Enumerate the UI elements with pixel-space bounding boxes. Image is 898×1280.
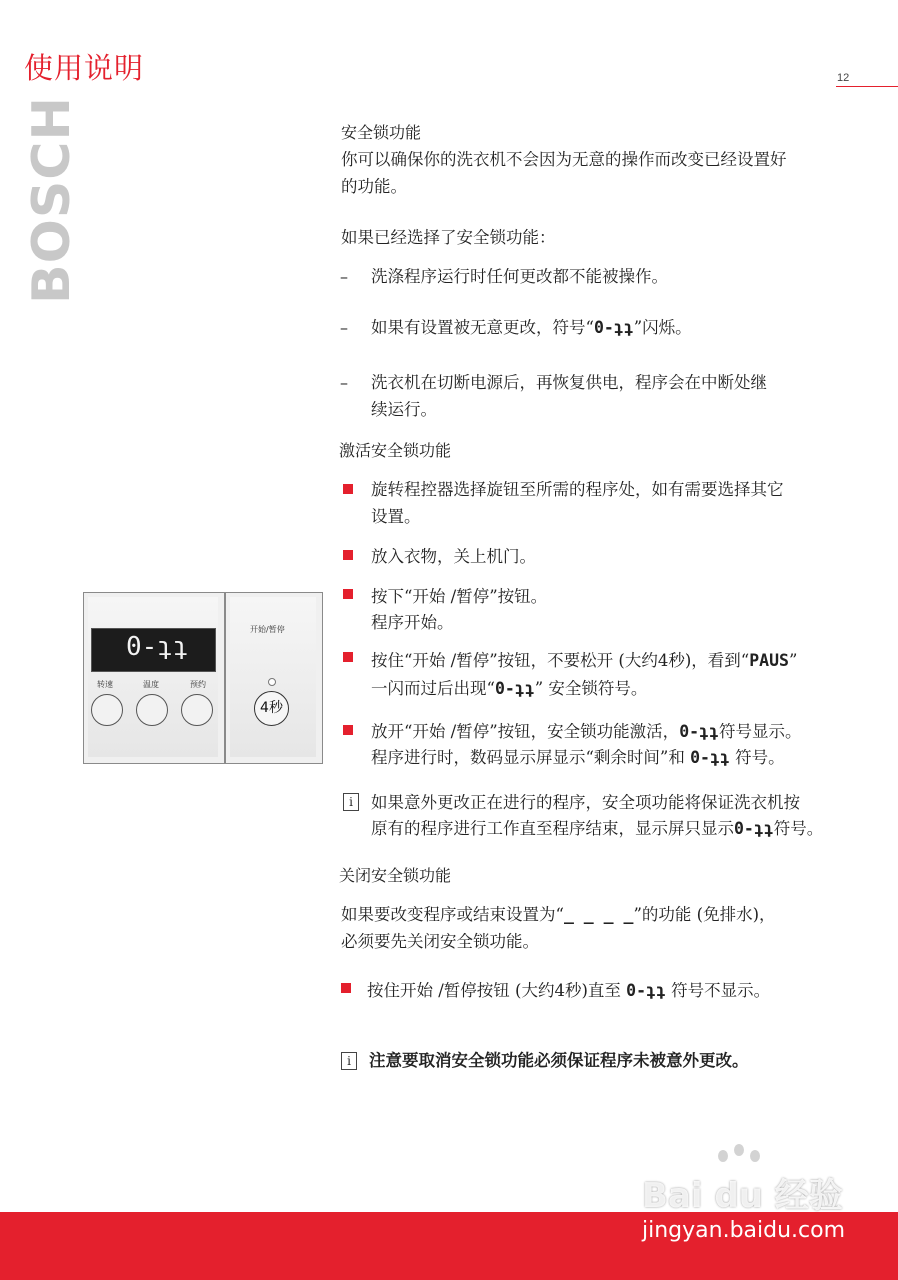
page-number: 12: [837, 72, 850, 84]
lock-symbol: 0-ʇʇ: [593, 318, 634, 337]
step-5-line-2-text-b: 符号。: [735, 748, 785, 767]
step-5-text-a: 放开“开始 /暂停”按钮，安全锁功能激活，: [371, 722, 680, 741]
step-3-line-2: 程序开始。: [371, 613, 454, 632]
delay-button[interactable]: [181, 694, 213, 726]
start-pause-label: 开始/暂停: [250, 625, 285, 634]
step-4-line-1: [371, 647, 797, 674]
if-selected-text: 如果已经选择了安全锁功能：: [341, 228, 556, 247]
page-title: 使用说明: [24, 51, 145, 85]
intro-line-2: 的功能。: [341, 177, 407, 196]
info-icon: i: [341, 1052, 357, 1070]
step-6-text-b: 符号不显示。: [671, 981, 771, 1000]
paw-icon: [750, 1150, 760, 1162]
activate-heading: 激活安全锁功能: [339, 441, 452, 460]
control-panel-left-face: [88, 597, 218, 757]
step-1-line-2: 设置。: [371, 507, 421, 526]
dash-item-3-line-2: 续运行。: [371, 400, 437, 419]
step-5-text-b: 符号显示。: [718, 722, 802, 741]
info-1-line-2-text-a: 原有的程序进行工作直至程序结束，显示屏只显示: [371, 819, 734, 838]
red-bullet-icon: [343, 550, 353, 560]
brand-logo: [22, 96, 82, 305]
info-icon: i: [343, 793, 359, 811]
dash-item-2-text-a: 如果有设置被无意更改，符号“: [371, 318, 594, 337]
step-4-line-2-text-b: ” 安全锁符号。: [534, 679, 648, 698]
dash-item-2-text-b: ”闪烁。: [633, 318, 692, 337]
lcd-display-text: 0-ʇʇ: [126, 632, 189, 662]
deactivate-line-1: [341, 901, 776, 928]
lock-symbol: 0-ʇʇ: [679, 722, 719, 741]
start-pause-button[interactable]: 4秒: [254, 691, 289, 726]
step-3-line-1: 按下“开始 /暂停”按钮。: [371, 587, 548, 606]
intro-line-1: 你可以确保你的洗衣机不会因为无意的操作而改变已经设置好: [341, 150, 787, 169]
watermark-url: jingyan.baidu.com: [642, 1218, 846, 1243]
status-led-icon: [268, 678, 276, 686]
red-bullet-icon: [341, 983, 351, 993]
lock-symbol: 0-ʇʇ: [626, 981, 666, 1000]
lock-symbol: 0-ʇʇ: [494, 679, 535, 698]
step-2: 放入衣物，关上机门。: [371, 547, 536, 566]
dash-item-2: [371, 314, 692, 341]
control-panel-right-face: [230, 597, 316, 757]
dash-bullet-3: –: [340, 373, 348, 392]
info-1-line-2-text-b: 符号。: [773, 819, 824, 838]
dash-item-3-line-1: 洗衣机在切断电源后，再恢复供电，程序会在中断处继: [371, 373, 767, 392]
step-4-line-2: [371, 675, 647, 702]
deactivate-heading: 关闭安全锁功能: [339, 866, 452, 885]
deactivate-line-2: 必须要先关闭安全锁功能。: [341, 932, 539, 951]
step-1-line-1: 旋转程控器选择旋钮至所需的程序处，如有需要选择其它: [371, 480, 784, 499]
step-5-line-2-text-a: 程序进行时，数码显示屏显示“剩余时间”和: [371, 748, 685, 767]
temperature-button[interactable]: [136, 694, 168, 726]
step-5-line-1: [371, 718, 801, 745]
step-4-line-2-text-a: 一闪而过后出现“: [371, 679, 495, 698]
dashes-symbol: _ _ _ _: [563, 905, 634, 924]
knob-label-spin: 转速: [97, 680, 113, 689]
info-2: 注意要取消安全锁功能必须保证程序未被意外更改。: [369, 1051, 749, 1070]
step-4-text-a: 按住“开始 /暂停”按钮，不要松开 (大约4秒)，看到“: [371, 651, 750, 670]
step-5-line-2: [371, 744, 785, 771]
info-1-line-2: [371, 815, 823, 842]
paw-icon: [734, 1144, 744, 1156]
red-bullet-icon: [343, 484, 353, 494]
step-6-text-a: 按住开始 /暂停按钮 (大约4秒)直至: [367, 981, 621, 1000]
info-1-line-1: 如果意外更改正在进行的程序，安全项功能将保证洗衣机按: [371, 793, 800, 812]
paus-symbol: PAUS: [749, 651, 789, 670]
deactivate-text-a: 如果要改变程序或结束设置为“: [341, 905, 564, 924]
deactivate-text-b: ”的功能 (免排水)，: [633, 905, 776, 924]
brand-text: BOSCH: [22, 96, 82, 304]
red-bullet-icon: [343, 725, 353, 735]
dash-item-1: 洗涤程序运行时任何更改都不能被操作。: [371, 267, 668, 286]
lock-symbol: 0-ʇʇ: [734, 819, 774, 838]
paw-icon: [718, 1150, 728, 1162]
watermark-logo: Bai du 经验: [642, 1176, 843, 1216]
knob-label-temp: 温度: [143, 680, 159, 689]
step-6: [367, 977, 770, 1004]
red-bullet-icon: [343, 652, 353, 662]
spin-button[interactable]: [91, 694, 123, 726]
page-number-rule: [836, 86, 898, 87]
step-4-text-b: ”: [788, 651, 798, 670]
lock-symbol: 0-ʇʇ: [690, 748, 730, 767]
dash-bullet-2: –: [340, 318, 348, 337]
red-bullet-icon: [343, 589, 353, 599]
dash-bullet-1: –: [340, 267, 348, 286]
section-heading: 安全锁功能: [341, 123, 422, 142]
knob-label-delay: 预约: [190, 680, 206, 689]
